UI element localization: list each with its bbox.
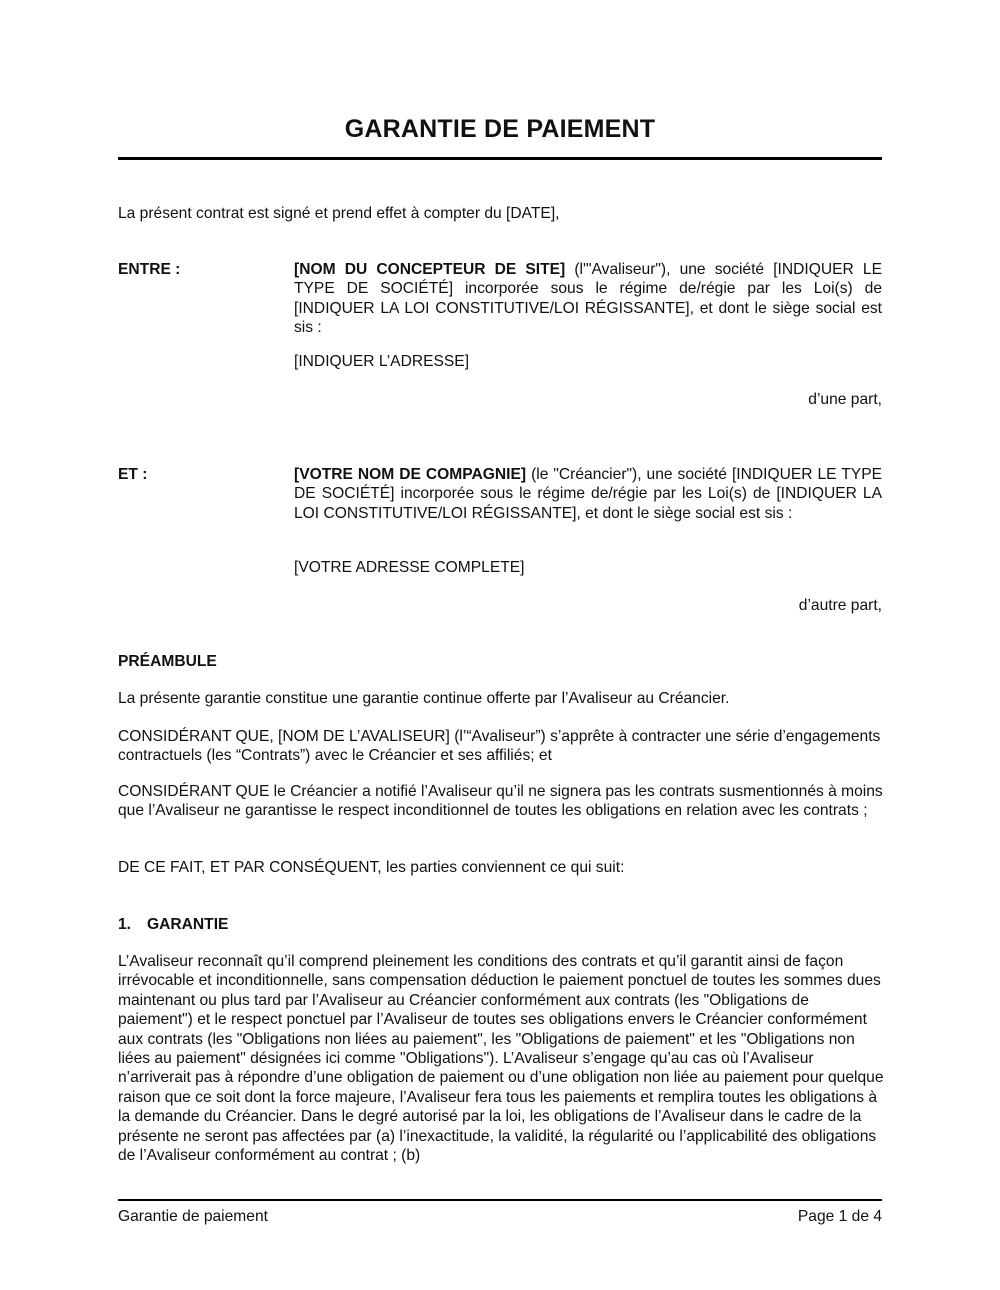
preamble-heading: PRÉAMBULE: [118, 653, 217, 670]
footer-page-number: Page 1 de 4: [797, 1208, 882, 1225]
preamble-paragraph-2: CONSIDÉRANT QUE, [NOM DE L’AVALISEUR] (l’“Avaliseur”) s’apprête à contracter une série d’engagements contractuels (les “Contrats”) avec le Créancier et ses affiliés; et: [118, 728, 881, 765]
footer-divider: [118, 1199, 882, 1201]
preamble-paragraph-4: DE CE FAIT, ET PAR CONSÉQUENT, les parties conviennent ce qui suit:: [118, 859, 625, 876]
section-1-number: 1.: [118, 916, 132, 933]
party-side-creancier: d’autre part,: [798, 597, 882, 614]
party-details-avaliseur: (l'"Avaliseur"), une société [INDIQUER LE TYPE DE SOCIÉTÉ] incorporée sous le régime de/régie par les Loi(s) de [INDIQUER LA LOI CONSTITUTIVE/LOI RÉGISSANTE], et dont le siège social est sis :: [294, 261, 882, 336]
party-description-creancier: [294, 465, 882, 523]
title-divider: [118, 157, 882, 160]
footer-document-name: Garantie de paiement: [118, 1208, 268, 1225]
party-name-avaliseur: [NOM DU CONCEPTEUR DE SITE]: [294, 261, 566, 278]
party-label-entre: ENTRE :: [118, 261, 181, 278]
intro-paragraph: La présent contrat est signé et prend effet à compter du [DATE],: [118, 205, 560, 222]
party-details-creancier: (le "Créancier"), une société [INDIQUER LE TYPE DE SOCIÉTÉ] incorporée sous le régime de/régie par les Loi(s) de [INDIQUER LA LOI CONSTITUTIVE/LOI RÉGISSANTE], et dont le siège social est sis :: [294, 466, 882, 522]
section-1-heading: [118, 915, 228, 934]
preamble-paragraph-1: La présente garantie constitue une garantie continue offerte par l’Avaliseur au Créancier.: [118, 690, 730, 707]
party-address-creancier: [VOTRE ADRESSE COMPLETE]: [294, 559, 525, 576]
section-1-body: L’Avaliseur reconnaît qu’il comprend pleinement les conditions des contrats et qu’il garantit ainsi de façon irrévocable et inconditionnelle, sans compensation déduction le paiement ponctuel de toutes les sommes dues maintenant ou plus tard par l’Avaliseur au Créancier conformément aux contrats (les "Obligations de paiement") et le respect ponctuel par l’Avaliseur de toutes ses obligations envers le Créancier conformément aux contrats (les "Obligations non liées au paiement", les "Obligations de paiement" et les "Obligations non liées au paiement" désignées ici comme "Obligations"). L’Avaliseur s’engage qu’au cas où l’Avaliseur n’arriverait pas à répondre d’une obligation de paiement ou d’une obligation non liée au paiement pour quelque raison que ce soit dont la force majeure, l’Avaliseur fera tous les paiements et remplira toutes les obligations à la demande du Créancier. Dans le degré autorisé par la loi, les obligations de l’Avaliseur dans le cadre de la présente ne seront pas affectées par (a) l’inexactitude, la validité, la régularité ou l’applicabilité des obligations de l’Avaliseur conformément au contrat ; (b): [118, 953, 884, 1165]
section-1-title: GARANTIE: [147, 916, 229, 933]
preamble-paragraph-3: CONSIDÉRANT QUE le Créancier a notifié l’Avaliseur qu’il ne signera pas les contrats susmentionnés à moins que l’Avaliseur ne garantisse le respect inconditionnel de toutes les obligations en relation avec les contrats ;: [118, 783, 883, 820]
party-address-avaliseur: [INDIQUER L’ADRESSE]: [294, 353, 470, 370]
party-description-avaliseur: [294, 260, 882, 337]
document-title: GARANTIE DE PAIEMENT: [344, 115, 656, 143]
party-label-et: ET :: [118, 466, 148, 483]
party-name-creancier: [VOTRE NOM DE COMPAGNIE]: [294, 466, 527, 483]
party-side-avaliseur: d’une part,: [808, 391, 882, 408]
